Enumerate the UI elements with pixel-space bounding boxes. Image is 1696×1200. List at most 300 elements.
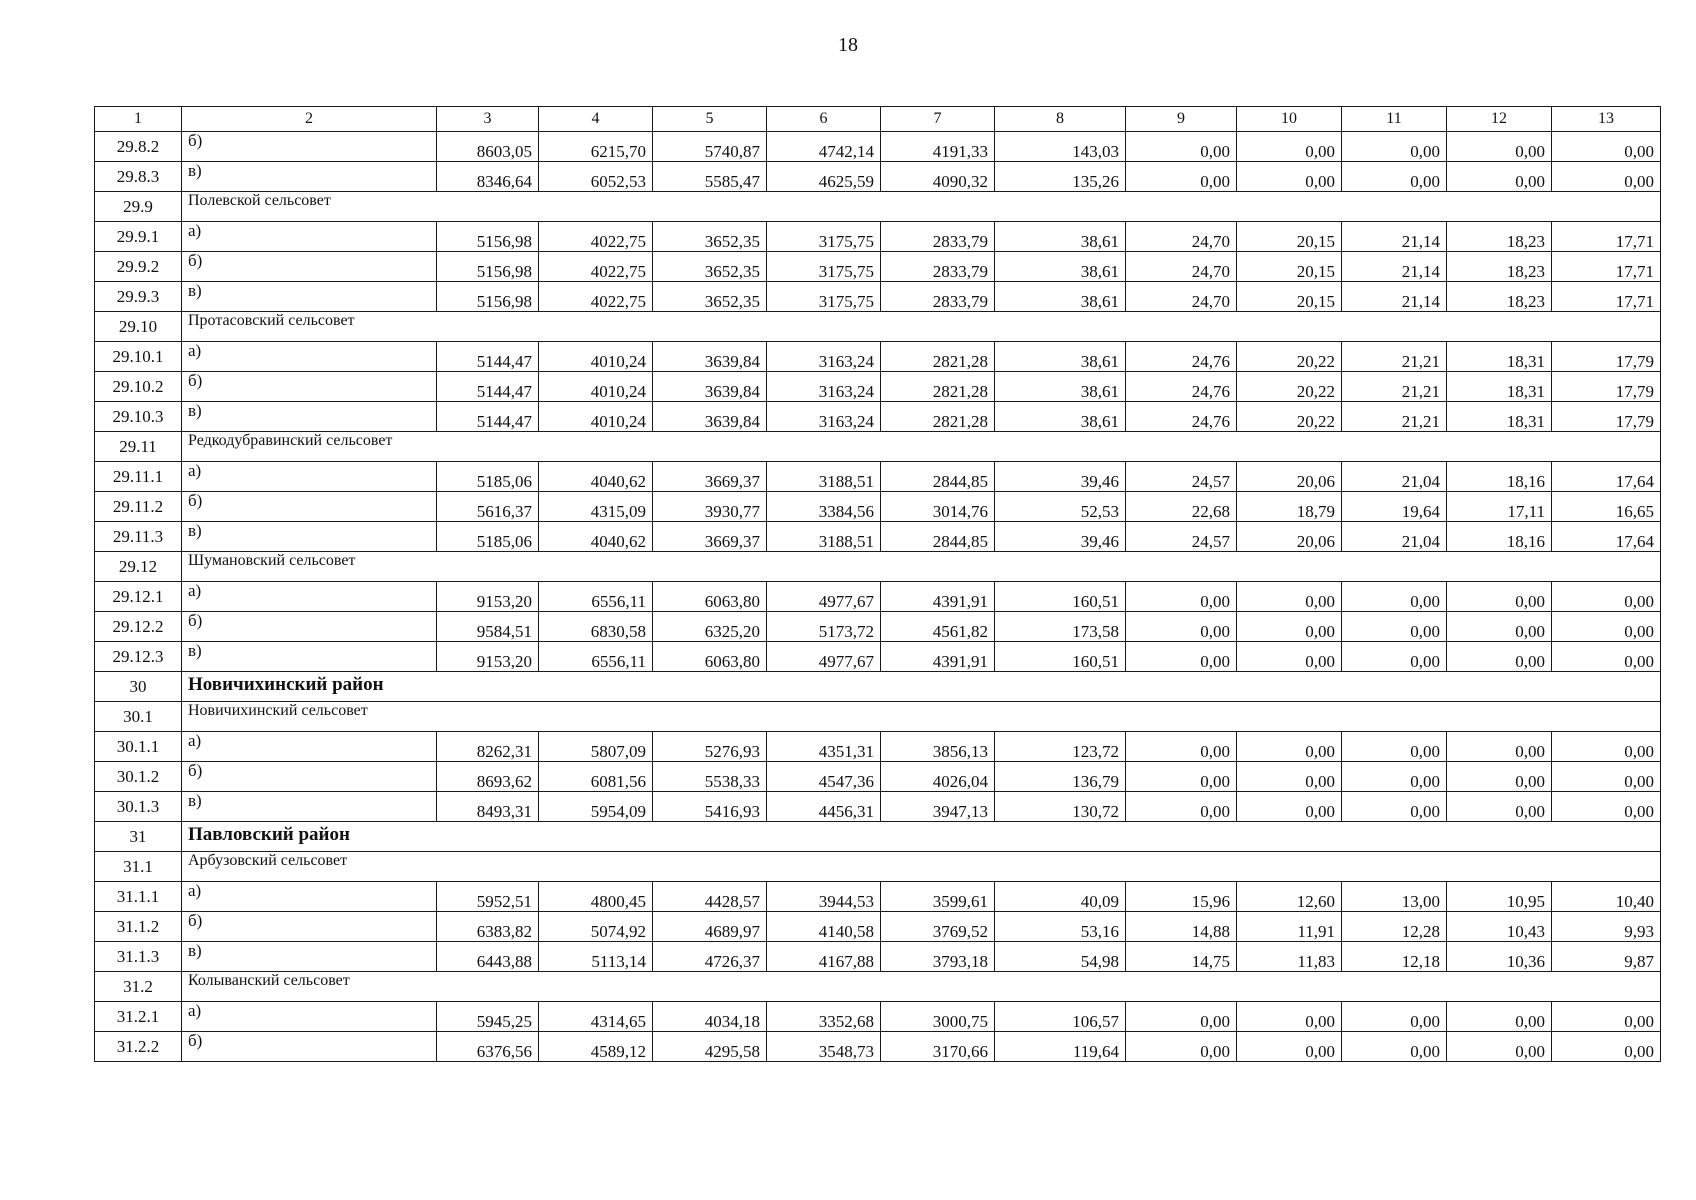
row-code: 29.12.3	[95, 642, 182, 672]
value-cell: 4800,45	[539, 882, 653, 912]
column-number-header: 1	[95, 107, 182, 132]
value-cell: 0,00	[1342, 612, 1447, 642]
district-name: Новичихинский район	[182, 672, 1661, 702]
value-cell: 24,57	[1126, 522, 1237, 552]
value-cell: 3652,35	[653, 222, 767, 252]
row-code: 29.8.2	[95, 132, 182, 162]
value-cell: 16,65	[1552, 492, 1661, 522]
value-cell: 17,79	[1552, 372, 1661, 402]
value-cell: 3384,56	[767, 492, 881, 522]
value-cell: 40,09	[995, 882, 1126, 912]
council-header-row	[95, 552, 1661, 582]
variant-label: а)	[182, 342, 437, 372]
column-number-header: 13	[1552, 107, 1661, 132]
value-cell: 10,36	[1447, 942, 1552, 972]
value-cell: 24,76	[1126, 342, 1237, 372]
variant-label: б)	[182, 1032, 437, 1062]
value-cell: 0,00	[1342, 1032, 1447, 1062]
value-cell: 3652,35	[653, 282, 767, 312]
value-cell: 2833,79	[881, 222, 995, 252]
value-cell: 18,23	[1447, 252, 1552, 282]
council-name: Шумановский сельсовет	[182, 552, 1661, 582]
value-cell: 14,75	[1126, 942, 1237, 972]
council-header-row	[95, 312, 1661, 342]
column-number-header: 11	[1342, 107, 1447, 132]
value-cell: 3548,73	[767, 1032, 881, 1062]
value-cell: 18,16	[1447, 522, 1552, 552]
council-name: Новичихинский сельсовет	[182, 702, 1661, 732]
value-cell: 0,00	[1126, 1002, 1237, 1032]
value-cell: 6215,70	[539, 132, 653, 162]
value-cell: 17,79	[1552, 402, 1661, 432]
row-code: 30.1	[95, 702, 182, 732]
value-cell: 6052,53	[539, 162, 653, 192]
value-cell: 8493,31	[437, 792, 539, 822]
row-code: 30.1.1	[95, 732, 182, 762]
value-cell: 5185,06	[437, 462, 539, 492]
value-cell: 0,00	[1126, 1032, 1237, 1062]
column-number-header: 4	[539, 107, 653, 132]
value-cell: 5740,87	[653, 132, 767, 162]
value-cell: 0,00	[1447, 732, 1552, 762]
table-row	[95, 462, 1661, 492]
value-cell: 0,00	[1552, 582, 1661, 612]
value-cell: 0,00	[1237, 732, 1342, 762]
value-cell: 3188,51	[767, 522, 881, 552]
table-row	[95, 492, 1661, 522]
value-cell: 2833,79	[881, 252, 995, 282]
value-cell: 0,00	[1237, 1002, 1342, 1032]
value-cell: 20,15	[1237, 282, 1342, 312]
district-header-row	[95, 672, 1661, 702]
value-cell: 3930,77	[653, 492, 767, 522]
value-cell: 20,06	[1237, 462, 1342, 492]
value-cell: 38,61	[995, 372, 1126, 402]
value-cell: 0,00	[1552, 762, 1661, 792]
table-row	[95, 162, 1661, 192]
council-header-row	[95, 192, 1661, 222]
value-cell: 5416,93	[653, 792, 767, 822]
value-cell: 3175,75	[767, 282, 881, 312]
value-cell: 4391,91	[881, 642, 995, 672]
value-cell: 5074,92	[539, 912, 653, 942]
council-name: Полевской сельсовет	[182, 192, 1661, 222]
value-cell: 4456,31	[767, 792, 881, 822]
value-cell: 20,15	[1237, 252, 1342, 282]
value-cell: 17,64	[1552, 462, 1661, 492]
value-cell: 6383,82	[437, 912, 539, 942]
value-cell: 18,23	[1447, 222, 1552, 252]
table-row	[95, 942, 1661, 972]
value-cell: 12,18	[1342, 942, 1447, 972]
table-row	[95, 402, 1661, 432]
value-cell: 18,31	[1447, 372, 1552, 402]
value-cell: 3599,61	[881, 882, 995, 912]
value-cell: 9153,20	[437, 642, 539, 672]
table-body	[95, 132, 1661, 1062]
value-cell: 11,91	[1237, 912, 1342, 942]
variant-label: б)	[182, 252, 437, 282]
value-cell: 0,00	[1342, 582, 1447, 612]
value-cell: 0,00	[1237, 162, 1342, 192]
row-code: 29.12.2	[95, 612, 182, 642]
value-cell: 38,61	[995, 222, 1126, 252]
variant-label: б)	[182, 372, 437, 402]
value-cell: 21,21	[1342, 342, 1447, 372]
value-cell: 0,00	[1552, 612, 1661, 642]
variant-label: в)	[182, 282, 437, 312]
row-code: 29.9	[95, 192, 182, 222]
value-cell: 4314,65	[539, 1002, 653, 1032]
value-cell: 4010,24	[539, 402, 653, 432]
value-cell: 6556,11	[539, 582, 653, 612]
table-row	[95, 342, 1661, 372]
value-cell: 0,00	[1552, 642, 1661, 672]
value-cell: 24,70	[1126, 282, 1237, 312]
council-name: Редкодубравинский сельсовет	[182, 432, 1661, 462]
value-cell: 3639,84	[653, 402, 767, 432]
value-cell: 3163,24	[767, 402, 881, 432]
value-cell: 9153,20	[437, 582, 539, 612]
value-cell: 3769,52	[881, 912, 995, 942]
column-number-row	[95, 107, 1661, 132]
value-cell: 2821,28	[881, 342, 995, 372]
value-cell: 3944,53	[767, 882, 881, 912]
value-cell: 54,98	[995, 942, 1126, 972]
row-code: 31.1	[95, 852, 182, 882]
value-cell: 4742,14	[767, 132, 881, 162]
value-cell: 4026,04	[881, 762, 995, 792]
row-code: 29.10	[95, 312, 182, 342]
variant-label: в)	[182, 522, 437, 552]
value-cell: 5807,09	[539, 732, 653, 762]
table-row	[95, 522, 1661, 552]
value-cell: 119,64	[995, 1032, 1126, 1062]
council-name: Арбузовский сельсовет	[182, 852, 1661, 882]
value-cell: 4561,82	[881, 612, 995, 642]
value-cell: 9,87	[1552, 942, 1661, 972]
value-cell: 18,31	[1447, 402, 1552, 432]
value-cell: 20,06	[1237, 522, 1342, 552]
value-cell: 22,68	[1126, 492, 1237, 522]
value-cell: 3793,18	[881, 942, 995, 972]
value-cell: 4034,18	[653, 1002, 767, 1032]
value-cell: 3014,76	[881, 492, 995, 522]
value-cell: 2833,79	[881, 282, 995, 312]
value-cell: 52,53	[995, 492, 1126, 522]
row-code: 30.1.2	[95, 762, 182, 792]
value-cell: 24,76	[1126, 372, 1237, 402]
table-row	[95, 612, 1661, 642]
variant-label: а)	[182, 882, 437, 912]
value-cell: 20,22	[1237, 402, 1342, 432]
value-cell: 4022,75	[539, 222, 653, 252]
value-cell: 0,00	[1552, 792, 1661, 822]
value-cell: 3000,75	[881, 1002, 995, 1032]
value-cell: 8693,62	[437, 762, 539, 792]
value-cell: 0,00	[1447, 162, 1552, 192]
table-row	[95, 222, 1661, 252]
value-cell: 5185,06	[437, 522, 539, 552]
value-cell: 20,15	[1237, 222, 1342, 252]
value-cell: 4351,31	[767, 732, 881, 762]
value-cell: 135,26	[995, 162, 1126, 192]
value-cell: 0,00	[1447, 642, 1552, 672]
value-cell: 0,00	[1126, 612, 1237, 642]
value-cell: 20,22	[1237, 342, 1342, 372]
value-cell: 2821,28	[881, 402, 995, 432]
row-code: 29.10.3	[95, 402, 182, 432]
value-cell: 0,00	[1342, 642, 1447, 672]
value-cell: 17,71	[1552, 222, 1661, 252]
column-number-header: 2	[182, 107, 437, 132]
value-cell: 0,00	[1126, 582, 1237, 612]
row-code: 29.11.3	[95, 522, 182, 552]
value-cell: 53,16	[995, 912, 1126, 942]
value-cell: 3163,24	[767, 372, 881, 402]
value-cell: 0,00	[1237, 792, 1342, 822]
value-cell: 9,93	[1552, 912, 1661, 942]
value-cell: 4010,24	[539, 372, 653, 402]
council-header-row	[95, 972, 1661, 1002]
value-cell: 5538,33	[653, 762, 767, 792]
column-number-header: 12	[1447, 107, 1552, 132]
value-cell: 3163,24	[767, 342, 881, 372]
value-cell: 0,00	[1447, 762, 1552, 792]
value-cell: 6443,88	[437, 942, 539, 972]
value-cell: 17,11	[1447, 492, 1552, 522]
row-code: 29.10.2	[95, 372, 182, 402]
value-cell: 14,88	[1126, 912, 1237, 942]
value-cell: 4167,88	[767, 942, 881, 972]
value-cell: 4010,24	[539, 342, 653, 372]
value-cell: 3188,51	[767, 462, 881, 492]
value-cell: 0,00	[1552, 162, 1661, 192]
value-cell: 24,57	[1126, 462, 1237, 492]
row-code: 29.12.1	[95, 582, 182, 612]
value-cell: 4022,75	[539, 252, 653, 282]
value-cell: 5616,37	[437, 492, 539, 522]
value-cell: 4140,58	[767, 912, 881, 942]
council-header-row	[95, 432, 1661, 462]
value-cell: 17,64	[1552, 522, 1661, 552]
value-cell: 2844,85	[881, 522, 995, 552]
value-cell: 4689,97	[653, 912, 767, 942]
value-cell: 3669,37	[653, 462, 767, 492]
value-cell: 11,83	[1237, 942, 1342, 972]
value-cell: 5954,09	[539, 792, 653, 822]
value-cell: 12,28	[1342, 912, 1447, 942]
value-cell: 0,00	[1342, 762, 1447, 792]
value-cell: 5945,25	[437, 1002, 539, 1032]
variant-label: а)	[182, 462, 437, 492]
value-cell: 4040,62	[539, 462, 653, 492]
value-cell: 0,00	[1237, 612, 1342, 642]
value-cell: 4022,75	[539, 282, 653, 312]
value-cell: 0,00	[1447, 612, 1552, 642]
column-number-header: 7	[881, 107, 995, 132]
value-cell: 0,00	[1342, 732, 1447, 762]
row-code: 31.2.1	[95, 1002, 182, 1032]
value-cell: 39,46	[995, 522, 1126, 552]
value-cell: 9584,51	[437, 612, 539, 642]
value-cell: 123,72	[995, 732, 1126, 762]
value-cell: 21,04	[1342, 522, 1447, 552]
value-cell: 5144,47	[437, 372, 539, 402]
value-cell: 5156,98	[437, 222, 539, 252]
value-cell: 17,71	[1552, 252, 1661, 282]
variant-label: б)	[182, 912, 437, 942]
value-cell: 0,00	[1342, 132, 1447, 162]
value-cell: 8346,64	[437, 162, 539, 192]
row-code: 29.9.1	[95, 222, 182, 252]
row-code: 31.1.3	[95, 942, 182, 972]
value-cell: 136,79	[995, 762, 1126, 792]
value-cell: 3175,75	[767, 252, 881, 282]
row-code: 29.10.1	[95, 342, 182, 372]
table-row	[95, 252, 1661, 282]
value-cell: 5276,93	[653, 732, 767, 762]
council-header-row	[95, 852, 1661, 882]
value-cell: 21,04	[1342, 462, 1447, 492]
value-cell: 3352,68	[767, 1002, 881, 1032]
value-cell: 4315,09	[539, 492, 653, 522]
value-cell: 0,00	[1552, 1032, 1661, 1062]
variant-label: в)	[182, 402, 437, 432]
table-row	[95, 882, 1661, 912]
table-row	[95, 582, 1661, 612]
value-cell: 0,00	[1447, 132, 1552, 162]
value-cell: 6063,80	[653, 642, 767, 672]
value-cell: 3856,13	[881, 732, 995, 762]
value-cell: 0,00	[1126, 762, 1237, 792]
value-cell: 4090,32	[881, 162, 995, 192]
column-number-header: 9	[1126, 107, 1237, 132]
value-cell: 0,00	[1342, 162, 1447, 192]
table-row	[95, 912, 1661, 942]
value-cell: 17,79	[1552, 342, 1661, 372]
value-cell: 17,71	[1552, 282, 1661, 312]
value-cell: 5585,47	[653, 162, 767, 192]
table-row	[95, 372, 1661, 402]
value-cell: 21,21	[1342, 402, 1447, 432]
value-cell: 0,00	[1126, 792, 1237, 822]
value-cell: 21,14	[1342, 252, 1447, 282]
council-name: Протасовский сельсовет	[182, 312, 1661, 342]
table-row	[95, 792, 1661, 822]
value-cell: 0,00	[1237, 642, 1342, 672]
value-cell: 160,51	[995, 642, 1126, 672]
value-cell: 5173,72	[767, 612, 881, 642]
column-number-header: 6	[767, 107, 881, 132]
tariff-table	[94, 106, 1661, 1062]
value-cell: 4726,37	[653, 942, 767, 972]
value-cell: 106,57	[995, 1002, 1126, 1032]
row-code: 29.11	[95, 432, 182, 462]
table-row	[95, 642, 1661, 672]
value-cell: 0,00	[1447, 792, 1552, 822]
row-code: 29.9.2	[95, 252, 182, 282]
variant-label: в)	[182, 942, 437, 972]
value-cell: 0,00	[1126, 162, 1237, 192]
row-code: 30	[95, 672, 182, 702]
value-cell: 143,03	[995, 132, 1126, 162]
row-code: 31.1.2	[95, 912, 182, 942]
value-cell: 6081,56	[539, 762, 653, 792]
row-code: 31	[95, 822, 182, 852]
value-cell: 0,00	[1552, 732, 1661, 762]
value-cell: 0,00	[1237, 1032, 1342, 1062]
row-code: 31.2.2	[95, 1032, 182, 1062]
column-number-header: 8	[995, 107, 1126, 132]
column-number-header: 3	[437, 107, 539, 132]
value-cell: 10,43	[1447, 912, 1552, 942]
variant-label: б)	[182, 762, 437, 792]
value-cell: 0,00	[1552, 1002, 1661, 1032]
value-cell: 21,14	[1342, 282, 1447, 312]
value-cell: 10,95	[1447, 882, 1552, 912]
value-cell: 5144,47	[437, 402, 539, 432]
row-code: 29.9.3	[95, 282, 182, 312]
value-cell: 4589,12	[539, 1032, 653, 1062]
variant-label: б)	[182, 132, 437, 162]
variant-label: а)	[182, 582, 437, 612]
value-cell: 38,61	[995, 342, 1126, 372]
value-cell: 3175,75	[767, 222, 881, 252]
row-code: 30.1.3	[95, 792, 182, 822]
value-cell: 0,00	[1342, 792, 1447, 822]
value-cell: 6063,80	[653, 582, 767, 612]
value-cell: 5113,14	[539, 942, 653, 972]
value-cell: 24,70	[1126, 252, 1237, 282]
variant-label: а)	[182, 1002, 437, 1032]
value-cell: 4391,91	[881, 582, 995, 612]
value-cell: 18,31	[1447, 342, 1552, 372]
value-cell: 39,46	[995, 462, 1126, 492]
value-cell: 6376,56	[437, 1032, 539, 1062]
column-number-header: 5	[653, 107, 767, 132]
district-header-row	[95, 822, 1661, 852]
value-cell: 38,61	[995, 282, 1126, 312]
value-cell: 0,00	[1447, 1032, 1552, 1062]
table-row	[95, 762, 1661, 792]
value-cell: 18,79	[1237, 492, 1342, 522]
value-cell: 3947,13	[881, 792, 995, 822]
value-cell: 0,00	[1126, 642, 1237, 672]
value-cell: 3652,35	[653, 252, 767, 282]
council-name: Колыванский сельсовет	[182, 972, 1661, 1002]
value-cell: 6556,11	[539, 642, 653, 672]
value-cell: 2844,85	[881, 462, 995, 492]
value-cell: 38,61	[995, 252, 1126, 282]
value-cell: 0,00	[1447, 1002, 1552, 1032]
value-cell: 4040,62	[539, 522, 653, 552]
row-code: 29.12	[95, 552, 182, 582]
value-cell: 0,00	[1237, 762, 1342, 792]
value-cell: 173,58	[995, 612, 1126, 642]
value-cell: 0,00	[1447, 582, 1552, 612]
value-cell: 160,51	[995, 582, 1126, 612]
table-row	[95, 732, 1661, 762]
variant-label: в)	[182, 792, 437, 822]
value-cell: 0,00	[1237, 132, 1342, 162]
variant-label: а)	[182, 732, 437, 762]
value-cell: 24,70	[1126, 222, 1237, 252]
table-row	[95, 1002, 1661, 1032]
value-cell: 0,00	[1342, 1002, 1447, 1032]
row-code: 29.8.3	[95, 162, 182, 192]
value-cell: 4191,33	[881, 132, 995, 162]
